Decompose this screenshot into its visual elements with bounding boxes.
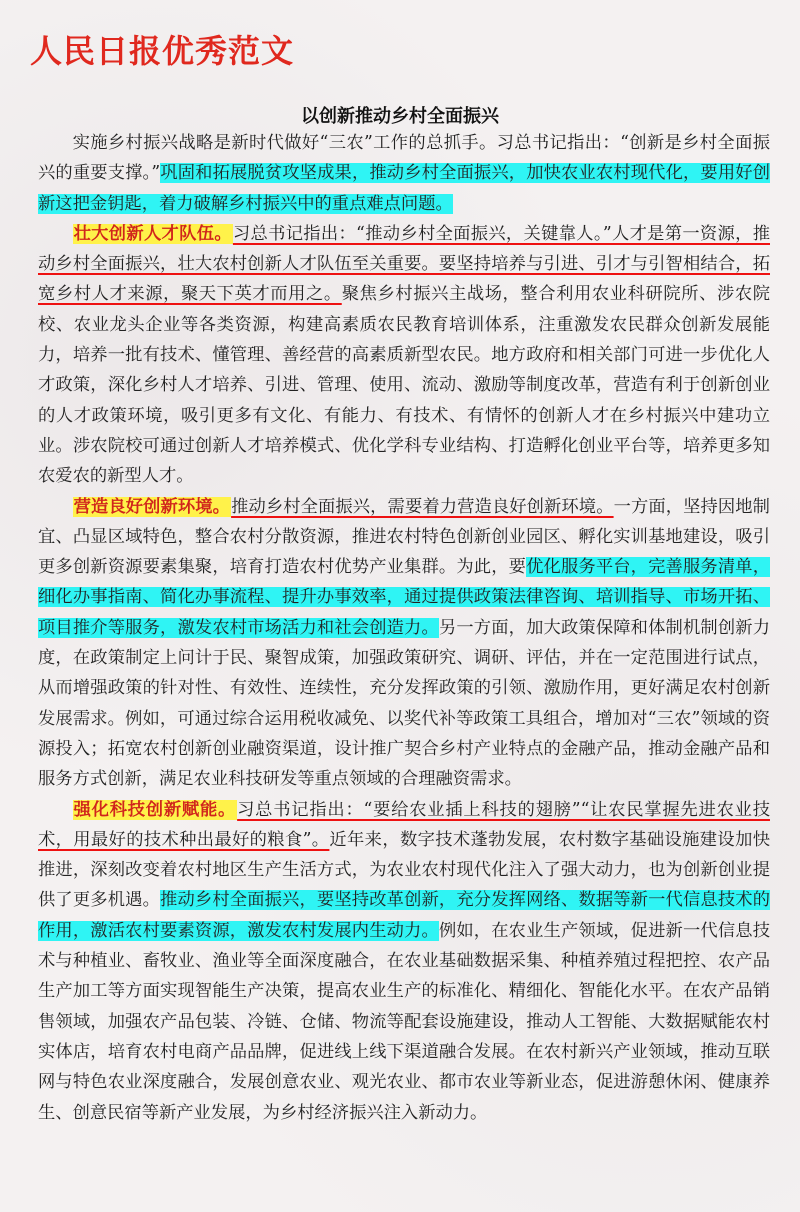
p3-text: 一方面，坚持因地制宜、凸显区域特色，整合农村分散资源，推进农村特色创新创业园区、孵化实训基地建设，吸引更多创新资源要素集聚，培育打造农村优势产业集群。为此，要 [38,496,770,578]
p3-underlined: 推动乡村全面振兴，需要着力营造良好创新环境。 [231,496,614,517]
p2-underlined: 习总书记指出：“推动乡村全面振兴，关键靠人。”人才是第一资源，推动乡村全面振兴，壮大农村创新人才队伍至关重要。要坚持培养与引进、引才与引智相结合，拓宽乡村人才来源，聚天下英才而用之。 [38,223,770,305]
p4-text: 近年来，数字技术蓬勃发展，农村数字基础设施建设加快推进，深刻改变着农村地区生产生活方式，为农业农村现代化注入了强大动力，也为创新创业提供了更多机遇。 [38,829,770,911]
p3-cyan-highlight: 优化服务平台，完善服务清单，细化办事指南、简化办事流程、提升办事效率，通过提供政策法律咨询、培训指导、市场开拓、项目推介等服务，激发农村市场活力和社会创造力。 [38,557,770,638]
p3-heading: 营造良好创新环境。 [73,496,231,517]
paragraph-1 [38,128,770,219]
p1-cyan-highlight: 巩固和拓展脱贫攻坚成果，推动乡村全面振兴，加快农业农村现代化，要用好创新这把金钥匙，着力破解乡村振兴中的重点难点问题。 [38,163,770,214]
p3-text-2: 另一方面，加大政策保障和体制机制创新力度，在政策制定上问计于民、聚智成策，加强政策研究、调研、评估，并在一定范围进行试点，从而增强政策的针对性、有效性、连续性，充分发挥政策的引领、激励作用，更好满足农村创新发展需求。例如，可通过综合运用税收减免、以奖代补等政策工具组合，增加对“三农”领域的资源投入；拓宽农村创新创业融资渠道，设计推广契合乡村产业特点的金融产品，推动金融产品和服务方式创新，满足农业科技研发等重点领域的合理融资需求。 [38,617,770,790]
p2-heading: 壮大创新人才队伍。 [73,223,232,244]
p1-text: 实施乡村振兴战略是新时代做好“三农”工作的总抓手。习总书记指出：“创新是乡村全面振兴的重要支撑。” [38,133,770,184]
paragraph-3 [38,492,770,795]
article-body [38,128,770,1128]
article-title: 以创新推动乡村全面振兴 [301,106,499,127]
paragraph-4 [38,795,770,1128]
p2-text: 聚焦乡村振兴主战场，整合利用农业科研院所、涉农院校、农业龙头企业等各类资源，构建高素质农民教育培训体系，注重激发农民群众创新发展能力，培养一批有技术、懂管理、善经营的高素质新型农民。地方政府和相关部门可进一步优化人才政策，深化乡村人才培养、引进、管理、使用、流动、激励等制度改革，营造有利于创新创业的人才政策环境，吸引更多有文化、有能力、有技术、有情怀的创新人才在乡村振兴中建功立业。涉农院校可通过创新人才培养模式、优化学科专业结构、打造孵化创业平台等，培养更多知农爱农的新型人才。 [38,284,770,487]
p4-text-2: 例如，在农业生产领域，促进新一代信息技术与种植业、畜牧业、渔业等全面深度融合，在农业基础数据采集、种植养殖过程把控、农产品生产加工等方面实现智能生产决策，提高农业生产的标准化、精细化、智能化水平。在农产品销售领域，加强农产品包装、冷链、仓储、物流等配套设施建设，推动人工智能、大数据赋能农村实体店，培育农村电商产品品牌，促进线上线下渠道融合发展。在农村新兴产业领域，推动互联网与特色农业深度融合，发展创意农业、观光农业、都市农业等新业态，促进游憩休闲、健康养生、创意民宿等新产业发展，为乡村经济振兴注入新动力。 [38,920,770,1123]
header-title: 人民日报优秀范文 [30,32,295,70]
p4-cyan-highlight: 推动乡村全面振兴，要坚持改革创新，充分发挥网络、数据等新一代信息技术的作用，激活农村要素资源，激发农村发展内生动力。 [38,890,770,941]
p4-heading: 强化科技创新赋能。 [73,799,237,820]
p4-underlined: 习总书记指出：“要给农业插上科技的翅膀”“让农民掌握先进农业技术，用最好的技术种出最好的粮食”。 [38,799,770,850]
paragraph-2 [38,219,770,492]
